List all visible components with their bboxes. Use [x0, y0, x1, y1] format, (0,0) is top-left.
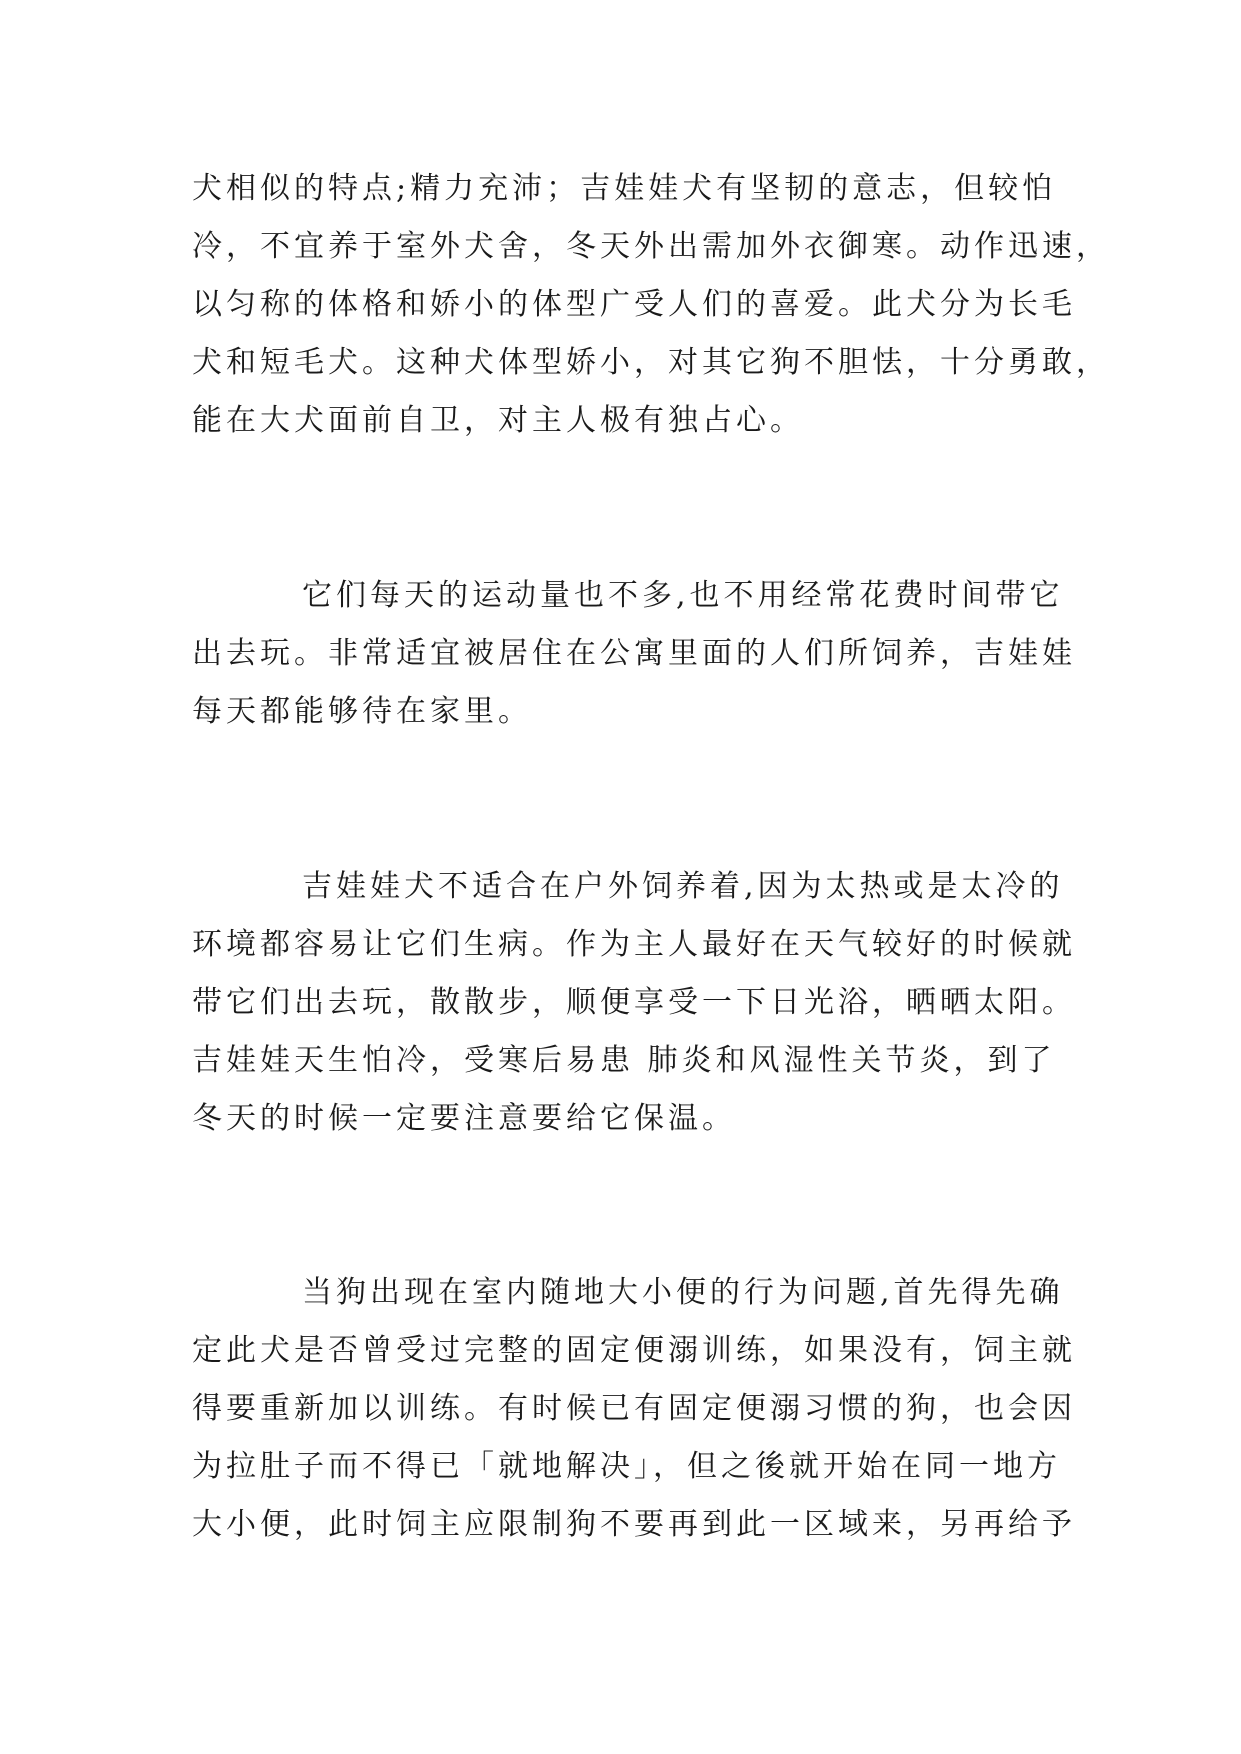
text-line: 大小便，此时饲主应限制狗不要再到此一区域来，另再给予 [192, 1507, 1076, 1542]
text-line: 以匀称的体格和娇小的体型广受人们的喜爱。此犬分为长毛 [192, 287, 1076, 322]
text-line: 能在大犬面前自卫，对主人极有独占心。 [192, 403, 804, 438]
text-line: 为拉肚子而不得已「就地解决」，但之後就开始在同一地方 [192, 1449, 1061, 1484]
text-line: 当狗出现在室内随地大小便的行为问题,首先得先确 [302, 1275, 1064, 1310]
text-line: 吉娃娃天生怕冷，受寒后易患 肺炎和风湿性关节炎，到了 [192, 1043, 1056, 1078]
paragraph-4 [192, 1264, 1076, 1554]
text-line: 定此犬是否曾受过完整的固定便溺训练，如果没有，饲主就 [192, 1333, 1076, 1368]
paragraph-1 [192, 160, 1110, 450]
paragraph-2 [192, 567, 1076, 741]
text-line: 犬相似的特点;精力充沛；吉娃娃犬有坚韧的意志，但较怕 [192, 171, 1057, 206]
text-line: 出去玩。非常适宜被居住在公寓里面的人们所饲养，吉娃娃 [192, 636, 1076, 671]
text-line: 冷，不宜养于室外犬舍，冬天外出需加外衣御寒。动作迅速， [192, 229, 1110, 264]
text-line: 环境都容易让它们生病。作为主人最好在天气较好的时候就 [192, 927, 1076, 962]
text-line: 每天都能够待在家里。 [192, 694, 532, 729]
text-line: 得要重新加以训练。有时候已有固定便溺习惯的狗，也会因 [192, 1391, 1076, 1426]
text-line: 犬和短毛犬。这种犬体型娇小，对其它狗不胆怯，十分勇敢， [192, 345, 1110, 380]
paragraph-3 [192, 858, 1076, 1148]
text-line: 它们每天的运动量也不多,也不用经常花费时间带它 [302, 578, 1064, 613]
text-line: 吉娃娃犬不适合在户外饲养着,因为太热或是太冷的 [302, 869, 1064, 904]
text-line: 冬天的时候一定要注意要给它保温。 [192, 1101, 736, 1136]
text-line: 带它们出去玩，散散步，顺便享受一下日光浴，晒晒太阳。 [192, 985, 1076, 1020]
